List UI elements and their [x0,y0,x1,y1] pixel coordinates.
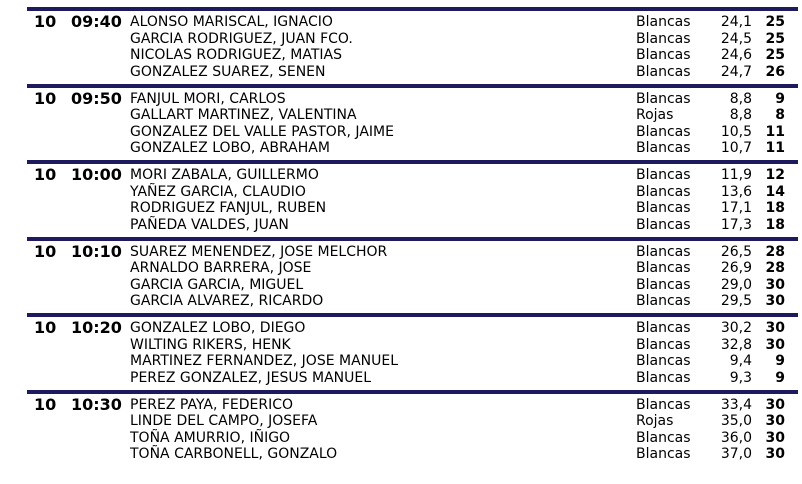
playing-handicap: 30 [765,446,785,462]
player-name: GONZALEZ DEL VALLE PASTOR, JAIME [130,123,394,140]
playing-handicap: 14 [765,183,785,200]
handicap-index: 30,2 [720,320,752,336]
player-name: PAÑEDA VALDES, JUAN [130,216,289,233]
playing-handicap: 30 [765,396,785,413]
player-row [0,293,802,310]
tee-color: Blancas [636,216,691,233]
group-separator [27,84,798,88]
player-row [0,277,802,294]
tee-color: Blancas [636,14,691,30]
handicap-index: 9,4 [729,353,752,369]
handicap-index: 35,0 [720,413,752,429]
player-name: GALLART MARTINEZ, VALENTINA [130,107,357,123]
tee-time-group [0,84,802,161]
playing-handicap: 11 [765,140,785,156]
player-row [0,31,802,48]
player-name: MARTINEZ FERNANDEZ, JOSE MANUEL [130,353,399,369]
player-row [0,200,802,217]
playing-handicap: 18 [765,216,785,233]
playing-handicap: 30 [765,320,785,336]
tee-color: Blancas [636,396,691,413]
tee-color: Blancas [636,369,691,386]
handicap-index: 33,4 [720,396,752,413]
group-separator [27,7,798,11]
tee-color: Rojas [636,107,674,123]
starting-tee: 10 [34,394,57,414]
handicap-index: 32,8 [720,336,752,353]
player-name: PEREZ PAYA, FEDERICO [130,396,294,413]
tee-color: Blancas [636,90,691,107]
player-name: GARCIA ALVAREZ, RICARDO [130,293,324,309]
tee-color: Blancas [636,243,691,260]
tee-color: Blancas [636,336,691,353]
handicap-index: 29,0 [720,276,752,293]
tee-color: Blancas [636,446,691,462]
handicap-index: 17,3 [720,216,752,233]
tee-color: Blancas [636,140,691,156]
group-separator [27,313,798,317]
handicap-index: 24,6 [720,47,752,63]
tee-color: Blancas [636,183,691,200]
tee-color: Blancas [636,200,691,216]
playing-handicap: 9 [775,90,785,107]
tee-color: Blancas [636,47,691,63]
tee-time-group [0,390,802,467]
player-name: WILTING RIKERS, HENK [130,336,291,353]
player-row [0,394,802,414]
player-name: ARNALDO BARRERA, JOSE [130,260,312,276]
tee-color: Blancas [636,123,691,140]
starting-tee: 10 [34,241,57,261]
playing-handicap: 28 [765,243,785,260]
handicap-index: 9,3 [729,369,752,386]
playing-handicap: 18 [765,200,785,216]
tee-time-group [0,7,802,84]
player-name: SUAREZ MENENDEZ, JOSE MELCHOR [130,243,388,260]
playing-handicap: 30 [765,413,785,429]
handicap-index: 24,7 [720,63,752,80]
player-row [0,64,802,81]
player-name: GONZALEZ LOBO, ABRAHAM [130,140,330,156]
player-row [0,88,802,108]
tee-time: 10:00 [71,165,122,184]
tee-time: 09:40 [71,12,122,31]
handicap-index: 8,8 [729,107,752,123]
handicap-index: 10,7 [720,140,752,156]
tee-time-group [0,237,802,314]
playing-handicap: 28 [765,260,785,276]
player-name: YAÑEZ GARCIA, CLAUDIO [130,183,306,200]
player-row [0,184,802,201]
handicap-index: 26,9 [720,260,752,276]
playing-handicap: 25 [765,14,785,30]
player-row [0,140,802,157]
tee-color: Blancas [636,260,691,276]
player-row [0,47,802,64]
player-row [0,260,802,277]
tee-color: Blancas [636,63,691,80]
player-row [0,107,802,124]
tee-color: Blancas [636,167,691,183]
tee-time: 09:50 [71,88,122,108]
tee-color: Blancas [636,320,691,336]
player-row [0,446,802,463]
player-row [0,430,802,447]
playing-handicap: 9 [775,369,785,386]
handicap-index: 13,6 [720,183,752,200]
player-row [0,217,802,234]
player-row [0,241,802,261]
handicap-index: 37,0 [720,446,752,462]
player-name: FANJUL MORI, CARLOS [130,90,286,107]
tee-color: Blancas [636,353,691,369]
handicap-index: 26,5 [720,243,752,260]
tee-time: 10:20 [71,318,122,337]
handicap-index: 8,8 [729,90,752,107]
player-name: TOÑA AMURRIO, IÑIGO [130,429,291,446]
handicap-index: 10,5 [720,123,752,140]
tee-time-group [0,160,802,237]
player-row [0,124,802,141]
tee-time: 10:30 [71,394,122,414]
tee-time-group [0,313,802,390]
group-separator [27,160,798,164]
starting-tee: 10 [34,318,57,337]
tee-time: 10:10 [71,241,122,261]
player-name: NICOLAS RODRIGUEZ, MATIAS [130,47,342,63]
playing-handicap: 11 [765,123,785,140]
starting-tee: 10 [34,88,57,108]
handicap-index: 29,5 [720,293,752,309]
player-name: RODRIGUEZ FANJUL, RUBEN [130,200,327,216]
player-name: MORI ZABALA, GUILLERMO [130,167,319,183]
player-row [0,370,802,387]
playing-handicap: 30 [765,429,785,446]
playing-handicap: 25 [765,47,785,63]
tee-color: Blancas [636,276,691,293]
player-row [0,320,802,337]
tee-color: Rojas [636,413,674,429]
playing-handicap: 9 [775,353,785,369]
playing-handicap: 26 [765,63,785,80]
player-row [0,337,802,354]
player-row [0,167,802,184]
tee-color: Blancas [636,429,691,446]
group-separator [27,390,798,394]
player-row [0,14,802,31]
tee-color: Blancas [636,30,691,47]
tee-color: Blancas [636,293,691,309]
player-name: GARCIA GARCIA, MIGUEL [130,276,304,293]
group-separator [27,237,798,241]
playing-handicap: 30 [765,293,785,309]
playing-handicap: 12 [765,167,785,183]
handicap-index: 36,0 [720,429,752,446]
starting-tee: 10 [34,165,57,184]
player-name: GONZALEZ LOBO, DIEGO [130,320,306,336]
handicap-index: 17,1 [720,200,752,216]
handicap-index: 24,5 [720,30,752,47]
player-name: PEREZ GONZALEZ, JESUS MANUEL [130,369,372,386]
handicap-index: 11,9 [720,167,752,183]
starting-tee: 10 [34,12,57,31]
playing-handicap: 8 [775,107,785,123]
player-name: GONZALEZ SUAREZ, SENEN [130,63,326,80]
player-name: GARCIA RODRIGUEZ, JUAN FCO. [130,30,353,47]
player-row [0,413,802,430]
player-name: LINDE DEL CAMPO, JOSEFA [130,413,318,429]
playing-handicap: 30 [765,276,785,293]
handicap-index: 24,1 [720,14,752,30]
player-name: ALONSO MARISCAL, IGNACIO [130,14,333,30]
player-name: TOÑA CARBONELL, GONZALO [130,446,338,462]
playing-handicap: 25 [765,30,785,47]
player-row [0,353,802,370]
playing-handicap: 30 [765,336,785,353]
